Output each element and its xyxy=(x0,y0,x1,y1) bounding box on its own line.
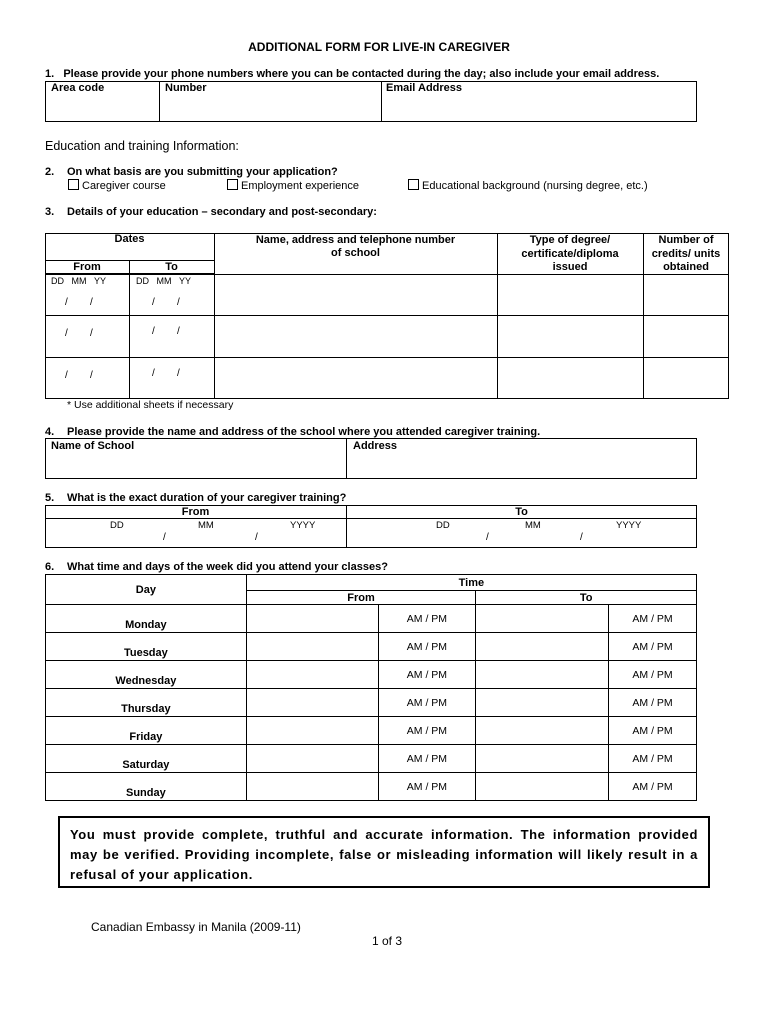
q5-number: 5. xyxy=(45,492,55,504)
from-date-row-1[interactable]: / / xyxy=(65,297,93,308)
to-time-cell[interactable] xyxy=(476,661,609,689)
checkbox-icon[interactable] xyxy=(227,179,238,190)
schedule-row xyxy=(46,689,697,717)
area-code-field[interactable]: Area code xyxy=(51,82,105,94)
from-slash-1[interactable]: / xyxy=(163,532,166,543)
day-label: Friday xyxy=(46,717,247,745)
to-date-row-1[interactable]: / / xyxy=(152,297,180,308)
from-ampm[interactable]: AM / PM xyxy=(378,661,476,689)
q6-number: 6. xyxy=(45,561,55,573)
from-date-row-3[interactable]: / / xyxy=(65,370,93,381)
from-date-row-2[interactable]: / / xyxy=(65,328,93,339)
from-ampm[interactable]: AM / PM xyxy=(378,689,476,717)
time-header: Time xyxy=(246,575,696,591)
to-time-cell[interactable] xyxy=(476,605,609,633)
credits-header: Number of credits/ units obtained xyxy=(651,234,721,273)
to-ampm[interactable]: AM / PM xyxy=(609,717,697,745)
degree-header: Type of degree/ certificate/diploma issued xyxy=(521,234,619,273)
email-field[interactable]: Email Address xyxy=(386,82,463,94)
to-time-cell[interactable] xyxy=(476,717,609,745)
to-slash-1[interactable]: / xyxy=(486,532,489,543)
q4-prompt: Please provide the name and address of the school where you attended caregiver training. xyxy=(67,426,541,438)
schedule-row xyxy=(46,633,697,661)
phone-number-field[interactable]: Number xyxy=(165,82,207,94)
day-label: Sunday xyxy=(46,773,247,801)
to-time-cell[interactable] xyxy=(476,745,609,773)
from-ampm[interactable]: AM / PM xyxy=(378,773,476,801)
q3-prompt: Details of your education – secondary and post-secondary: xyxy=(67,206,377,218)
to-date-format: DD MM YY xyxy=(136,276,192,286)
day-label: Thursday xyxy=(46,689,247,717)
schedule-row xyxy=(46,605,697,633)
day-label: Tuesday xyxy=(46,633,247,661)
to-slash-2[interactable]: / xyxy=(580,532,583,543)
from-slash-2[interactable]: / xyxy=(255,532,258,543)
day-label: Wednesday xyxy=(46,661,247,689)
from-dd-label: DD xyxy=(110,520,124,531)
dates-to-header: To xyxy=(165,261,178,273)
checkbox-educational-background[interactable]: Educational background (nursing degree, etc.) xyxy=(408,179,648,192)
to-ampm[interactable]: AM / PM xyxy=(609,633,697,661)
from-time-cell[interactable] xyxy=(246,773,378,801)
duration-from-header: From xyxy=(181,506,210,518)
to-time-cell[interactable] xyxy=(476,689,609,717)
q5-prompt: What is the exact duration of your caregiver training? xyxy=(67,492,347,504)
q6-prompt: What time and days of the week did you attend your classes? xyxy=(67,561,388,573)
from-time-cell[interactable] xyxy=(246,745,378,773)
q2-prompt: On what basis are you submitting your application? xyxy=(67,166,338,178)
dates-from-header: From xyxy=(73,261,101,273)
schedule-table xyxy=(45,574,697,801)
checkbox-caregiver-course[interactable]: Caregiver course xyxy=(68,179,166,192)
from-date-format: DD MM YY xyxy=(51,276,107,286)
schedule-row xyxy=(46,661,697,689)
to-ampm[interactable]: AM / PM xyxy=(609,689,697,717)
to-time-cell[interactable] xyxy=(476,633,609,661)
school-header: Name, address and telephone number of school xyxy=(255,234,456,259)
to-dd-label: DD xyxy=(436,520,450,531)
day-header: Day xyxy=(46,575,247,605)
to-ampm[interactable]: AM / PM xyxy=(609,773,697,801)
q3-number: 3. xyxy=(45,206,55,218)
additional-sheets-note: * Use additional sheets if necessary xyxy=(67,399,234,411)
to-yyyy-label: YYYY xyxy=(616,520,642,531)
to-ampm[interactable]: AM / PM xyxy=(609,661,697,689)
duration-to-header: To xyxy=(515,506,528,518)
warning-notice: You must provide complete, truthful and accurate information. The information provided may be verified. Providing incomplete, false or misleading information will likely result in a refusal of your application. xyxy=(58,816,710,888)
from-mm-label: MM xyxy=(198,520,214,531)
school-name-field[interactable]: Name of School xyxy=(51,440,135,452)
from-time-cell[interactable] xyxy=(246,689,378,717)
footer-embassy: Canadian Embassy in Manila (2009-11) xyxy=(91,920,301,934)
checkbox-employment-experience[interactable]: Employment experience xyxy=(227,179,359,192)
from-ampm[interactable]: AM / PM xyxy=(378,717,476,745)
q2-number: 2. xyxy=(45,166,55,178)
education-heading: Education and training Information: xyxy=(45,139,239,153)
from-time-cell[interactable] xyxy=(246,605,378,633)
checkbox-icon[interactable] xyxy=(68,179,79,190)
schedule-row xyxy=(46,717,697,745)
time-from-header: From xyxy=(246,591,476,605)
to-ampm[interactable]: AM / PM xyxy=(609,605,697,633)
checkbox-icon[interactable] xyxy=(408,179,419,190)
from-time-cell[interactable] xyxy=(246,717,378,745)
q4-number: 4. xyxy=(45,426,55,438)
from-ampm[interactable]: AM / PM xyxy=(378,633,476,661)
page-title: ADDITIONAL FORM FOR LIVE-IN CAREGIVER xyxy=(248,40,510,54)
dates-header: Dates xyxy=(114,233,145,245)
time-to-header: To xyxy=(476,591,697,605)
school-address-field[interactable]: Address xyxy=(353,440,398,452)
schedule-row xyxy=(46,773,697,801)
to-ampm[interactable]: AM / PM xyxy=(609,745,697,773)
to-mm-label: MM xyxy=(525,520,541,531)
from-yyyy-label: YYYY xyxy=(290,520,316,531)
from-time-cell[interactable] xyxy=(246,661,378,689)
contact-table xyxy=(45,81,697,122)
to-time-cell[interactable] xyxy=(476,773,609,801)
to-date-row-2[interactable]: / / xyxy=(152,326,180,337)
schedule-row xyxy=(46,745,697,773)
day-label: Monday xyxy=(46,605,247,633)
to-date-row-3[interactable]: / / xyxy=(152,368,180,379)
page-number: 1 of 3 xyxy=(372,934,403,948)
day-label: Saturday xyxy=(46,745,247,773)
from-ampm[interactable]: AM / PM xyxy=(378,605,476,633)
q1-prompt: 1. Please provide your phone numbers where you can be contacted during the day; also include your email address. xyxy=(45,68,660,80)
from-time-cell[interactable] xyxy=(246,633,378,661)
from-ampm[interactable]: AM / PM xyxy=(378,745,476,773)
